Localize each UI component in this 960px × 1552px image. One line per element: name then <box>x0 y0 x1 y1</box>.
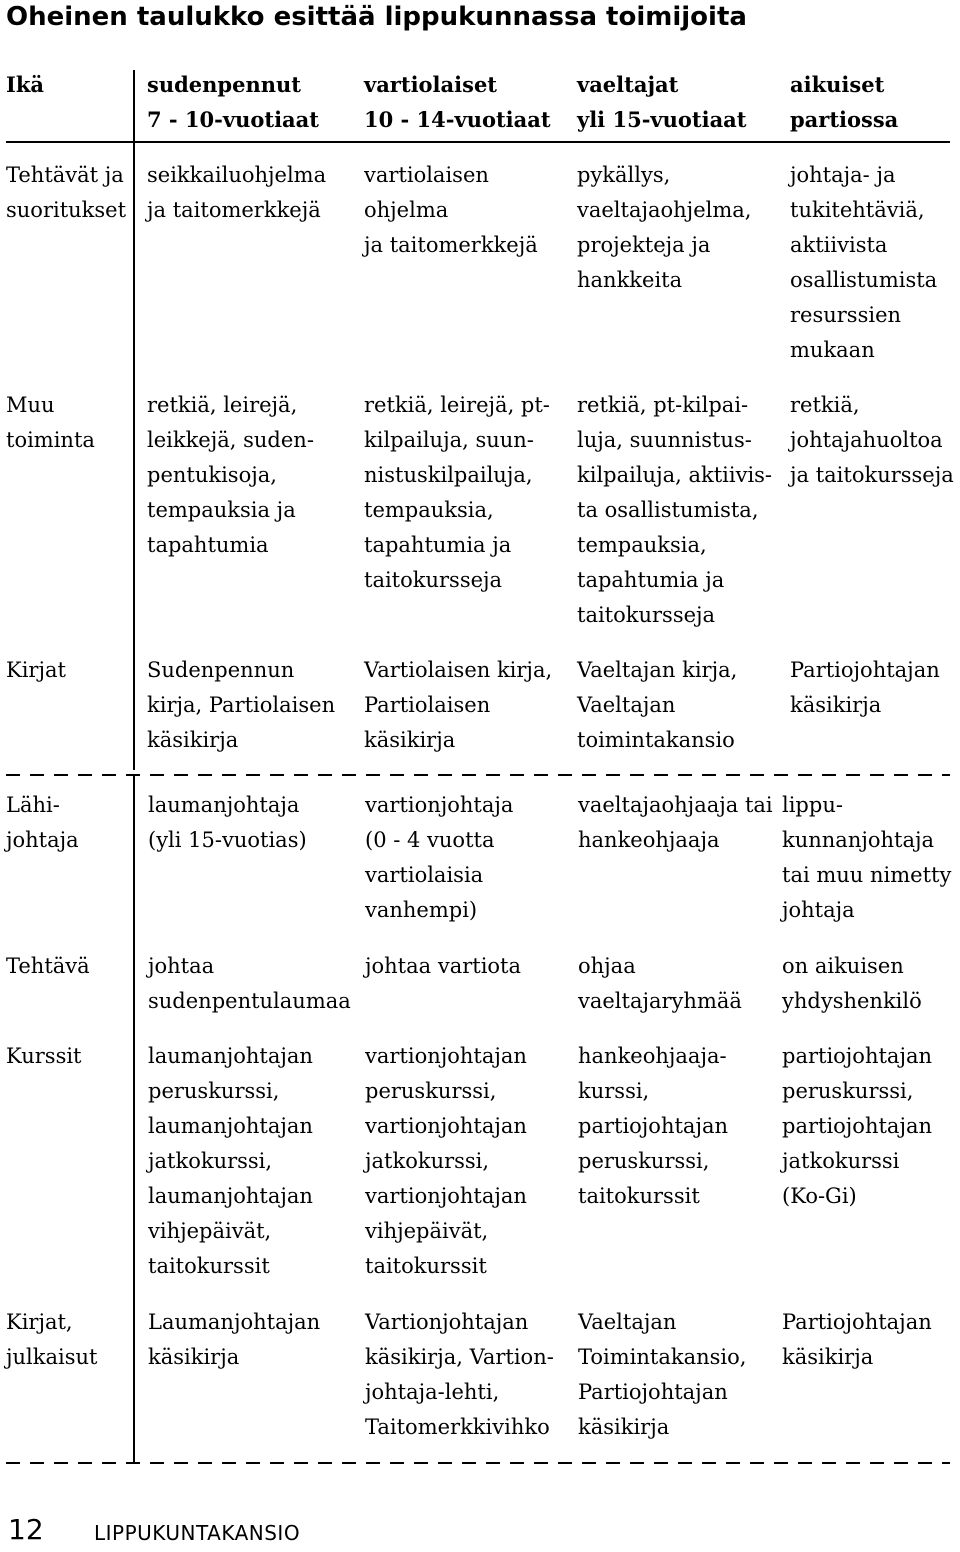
section-divider <box>6 774 950 776</box>
header-aikuiset: aikuiset partiossa <box>790 72 899 132</box>
cell-courses-vaeltajat: hankeohjaaja- kurssi, partiojohtajan peruskurssi, taitokurssit <box>578 1044 728 1208</box>
cell-tasks-vaeltajat: pykällys, vaeltajaohjelma, projekteja ja hankkeita <box>577 163 752 292</box>
row-label-tasks: Tehtävät ja suoritukset <box>6 163 127 222</box>
cell-activity-sudenpennut: retkiä, leirejä, leikkejä, suden- pentukisoja, tempauksia ja tapahtumia <box>147 393 314 557</box>
row-label-courses: Kurssit <box>6 1044 82 1068</box>
cell-courses-sudenpennut: laumanjohtajan peruskurssi, laumanjohtajan jatkokurssi, laumanjohtajan vihjepäivät, taitokurssit <box>148 1044 313 1278</box>
row-label-duty: Tehtävä <box>6 954 90 978</box>
row-label-books: Kirjat <box>6 658 66 682</box>
cell-courses-vartiolaiset: vartionjohtajan peruskurssi, vartionjohtajan jatkokurssi, vartionjohtajan vihjepäivät, taitokurssit <box>365 1044 527 1278</box>
cell-duty-sudenpennut: johtaa sudenpentulaumaa <box>148 954 351 1013</box>
header-divider <box>6 141 950 143</box>
cell-books-sudenpennut: Sudenpennun kirja, Partiolaisen käsikirja <box>147 658 336 752</box>
table-bottom-divider <box>6 1462 950 1464</box>
page-title: Oheinen taulukko esittää lippukunnassa toimijoita <box>6 2 747 32</box>
cell-duty-vartiolaiset: johtaa vartiota <box>365 954 522 978</box>
cell-books-vartiolaiset: Vartiolaisen kirja, Partiolaisen käsikirja <box>364 658 553 752</box>
row-label-publications: Kirjat, julkaisut <box>6 1310 98 1369</box>
cell-duty-aikuiset: on aikuisen yhdyshenkilö <box>782 954 922 1013</box>
cell-leader-sudenpennut: laumanjohtaja (yli 15-vuotias) <box>148 793 307 852</box>
column-divider-top <box>133 70 135 770</box>
column-divider-bottom <box>133 776 135 1462</box>
cell-publications-sudenpennut: Laumanjohtajan käsikirja <box>148 1310 321 1369</box>
cell-publications-vartiolaiset: Vartionjohtajan käsikirja, Vartion- johtaja-lehti, Taitomerkkivihko <box>365 1310 554 1439</box>
header-vartiolaiset: vartiolaiset 10 - 14-vuotiaat <box>364 72 551 132</box>
cell-courses-aikuiset: partiojohtajan peruskurssi, partiojohtajan jatkokurssi (Ko-Gi) <box>782 1044 932 1208</box>
cell-duty-vaeltajat: ohjaa vaeltajaryhmää <box>578 954 742 1013</box>
cell-tasks-sudenpennut: seikkailuohjelma ja taitomerkkejä <box>147 163 327 222</box>
cell-leader-vaeltajat: vaeltajaohjaaja tai hankeohjaaja <box>578 793 773 852</box>
cell-books-vaeltajat: Vaeltajan kirja, Vaeltajan toimintakansio <box>577 658 738 752</box>
cell-leader-vartiolaiset: vartionjohtaja (0 - 4 vuotta vartiolaisia vanhempi) <box>365 793 514 922</box>
cell-publications-vaeltajat: Vaeltajan Toimintakansio, Partiojohtajan käsikirja <box>578 1310 747 1439</box>
cell-tasks-aikuiset: johtaja- ja tukitehtäviä, aktiivista osallistumista resurssien mukaan <box>790 163 938 362</box>
cell-tasks-vartiolaiset: vartiolaisen ohjelma ja taitomerkkejä <box>364 163 538 257</box>
page-number: 12 <box>8 1513 44 1546</box>
cell-activity-aikuiset: retkiä, johtajahuoltoa ja taitokursseja <box>790 393 954 487</box>
cell-publications-aikuiset: Partiojohtajan käsikirja <box>782 1310 932 1369</box>
cell-activity-vaeltajat: retkiä, pt-kilpai- luja, suunnistus- kilpailuja, aktiivis- ta osallistumista, tempauksia, tapahtumia ja taitokursseja <box>577 393 773 627</box>
cell-leader-aikuiset: lippu- kunnanjohtaja tai muu nimetty johtaja <box>782 793 952 922</box>
row-label-leader: Lähi- johtaja <box>6 793 79 852</box>
cell-activity-vartiolaiset: retkiä, leirejä, pt- kilpailuja, suun- nistuskilpailuja, tempauksia, tapahtumia ja taitokursseja <box>364 393 550 592</box>
header-age: Ikä <box>6 72 44 97</box>
header-vaeltajat: vaeltajat yli 15-vuotiaat <box>577 72 747 132</box>
publication-title: LIPPUKUNTAKANSIO <box>94 1521 301 1545</box>
row-label-other-activity: Muu toiminta <box>6 393 95 452</box>
header-sudenpennut: sudenpennut 7 - 10-vuotiaat <box>147 72 319 132</box>
cell-books-aikuiset: Partiojohtajan käsikirja <box>790 658 940 717</box>
